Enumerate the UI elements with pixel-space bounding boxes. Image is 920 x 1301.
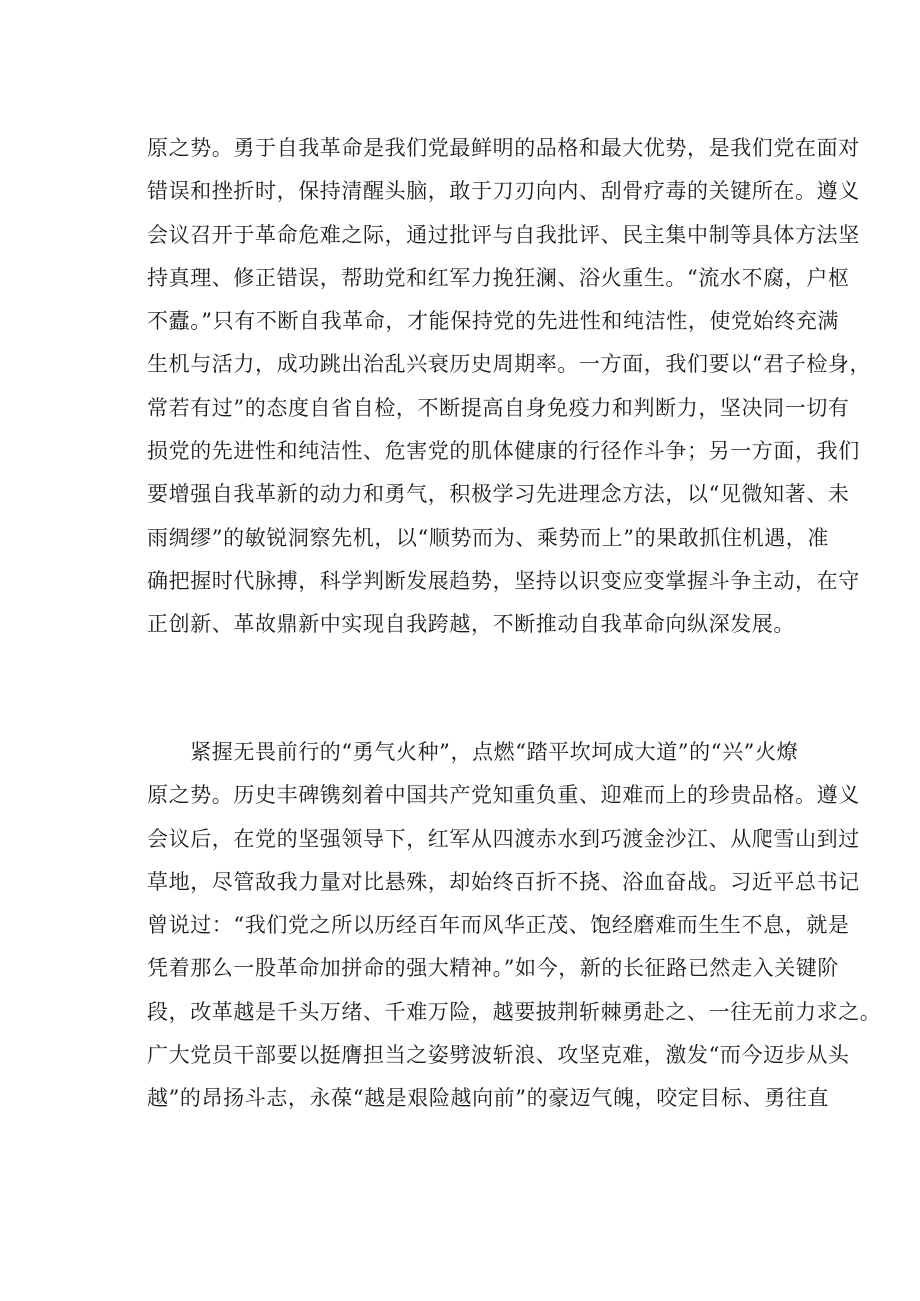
text-line: 段，改革越是千头万绪、千难万险，越要披荆斩棘勇赴之、一往无前力求之。	[147, 999, 882, 1024]
text-line: 紧握无畏前行的“勇气火种”，点燃“踏平坎坷成大道”的“兴”火燎	[147, 740, 799, 764]
text-line: 会议召开于革命危难之际，通过批评与自我批评、民主集中制等具体方法坚	[147, 222, 860, 247]
text-line: 损党的先进性和纯洁性、危害党的肌体健康的行径作斗争；另一方面，我们	[147, 439, 860, 464]
paragraph-2	[147, 731, 882, 1121]
text-line: 生机与活力，成功跳出治乱兴衰历史周期率。一方面，我们要以“君子检身，	[147, 352, 872, 377]
text-line: 雨绸缪”的敏锐洞察先机，以“顺势而为、乘势而上”的果敢抓住机遇，准	[147, 525, 830, 550]
text-line: 原之势。历史丰碑镌刻着中国共产党知重负重、迎难而上的珍贵品格。遵义	[147, 783, 860, 808]
text-line: 曾说过：“我们党之所以历经百年而风华正茂、饱经磨难而生生不息，就是	[147, 913, 850, 938]
text-line: 错误和挫折时，保持清醒头脑，敢于刀刃向内、刮骨疗毒的关键所在。遵义	[147, 179, 860, 204]
text-line: 不蠹。”只有不断自我革命，才能保持党的先进性和纯洁性，使党始终充满	[147, 309, 840, 334]
text-line: 草地，尽管敌我力量对比悬殊，却始终百折不挠、浴血奋战。习近平总书记	[147, 869, 860, 894]
text-line: 原之势。勇于自我革命是我们党最鲜明的品格和最大优势，是我们党在面对	[147, 136, 860, 160]
text-line: 会议后，在党的坚强领导下，红军从四渡赤水到巧渡金沙江、从爬雪山到过	[147, 826, 860, 851]
text-line: 凭着那么一股革命加拼命的强大精神。”如今，新的长征路已然走入关键阶	[147, 956, 840, 981]
paragraph-1	[147, 127, 872, 647]
text-line: 越”的昂扬斗志，永葆“越是艰险越向前”的豪迈气魄，咬定目标、勇往直	[147, 1086, 830, 1111]
text-line: 确把握时代脉搏，科学判断发展趋势，坚持以识变应变掌握斗争主动，在守	[147, 568, 860, 593]
text-line: 常若有过”的态度自省自检，不断提高自身免疫力和判断力，坚决同一切有	[147, 395, 850, 420]
text-line: 正创新、革故鼎新中实现自我跨越，不断推动自我革命向纵深发展。	[147, 612, 795, 637]
text-line: 要增强自我革新的动力和勇气，积极学习先进理念方法，以“见微知著、未	[147, 482, 850, 507]
text-line: 广大党员干部要以挺膺担当之姿劈波斩浪、攻坚克难，激发“而今迈步从头	[147, 1043, 850, 1068]
text-line: 持真理、修正错误，帮助党和红军力挽狂澜、浴火重生。“流水不腐，户枢	[147, 265, 850, 290]
